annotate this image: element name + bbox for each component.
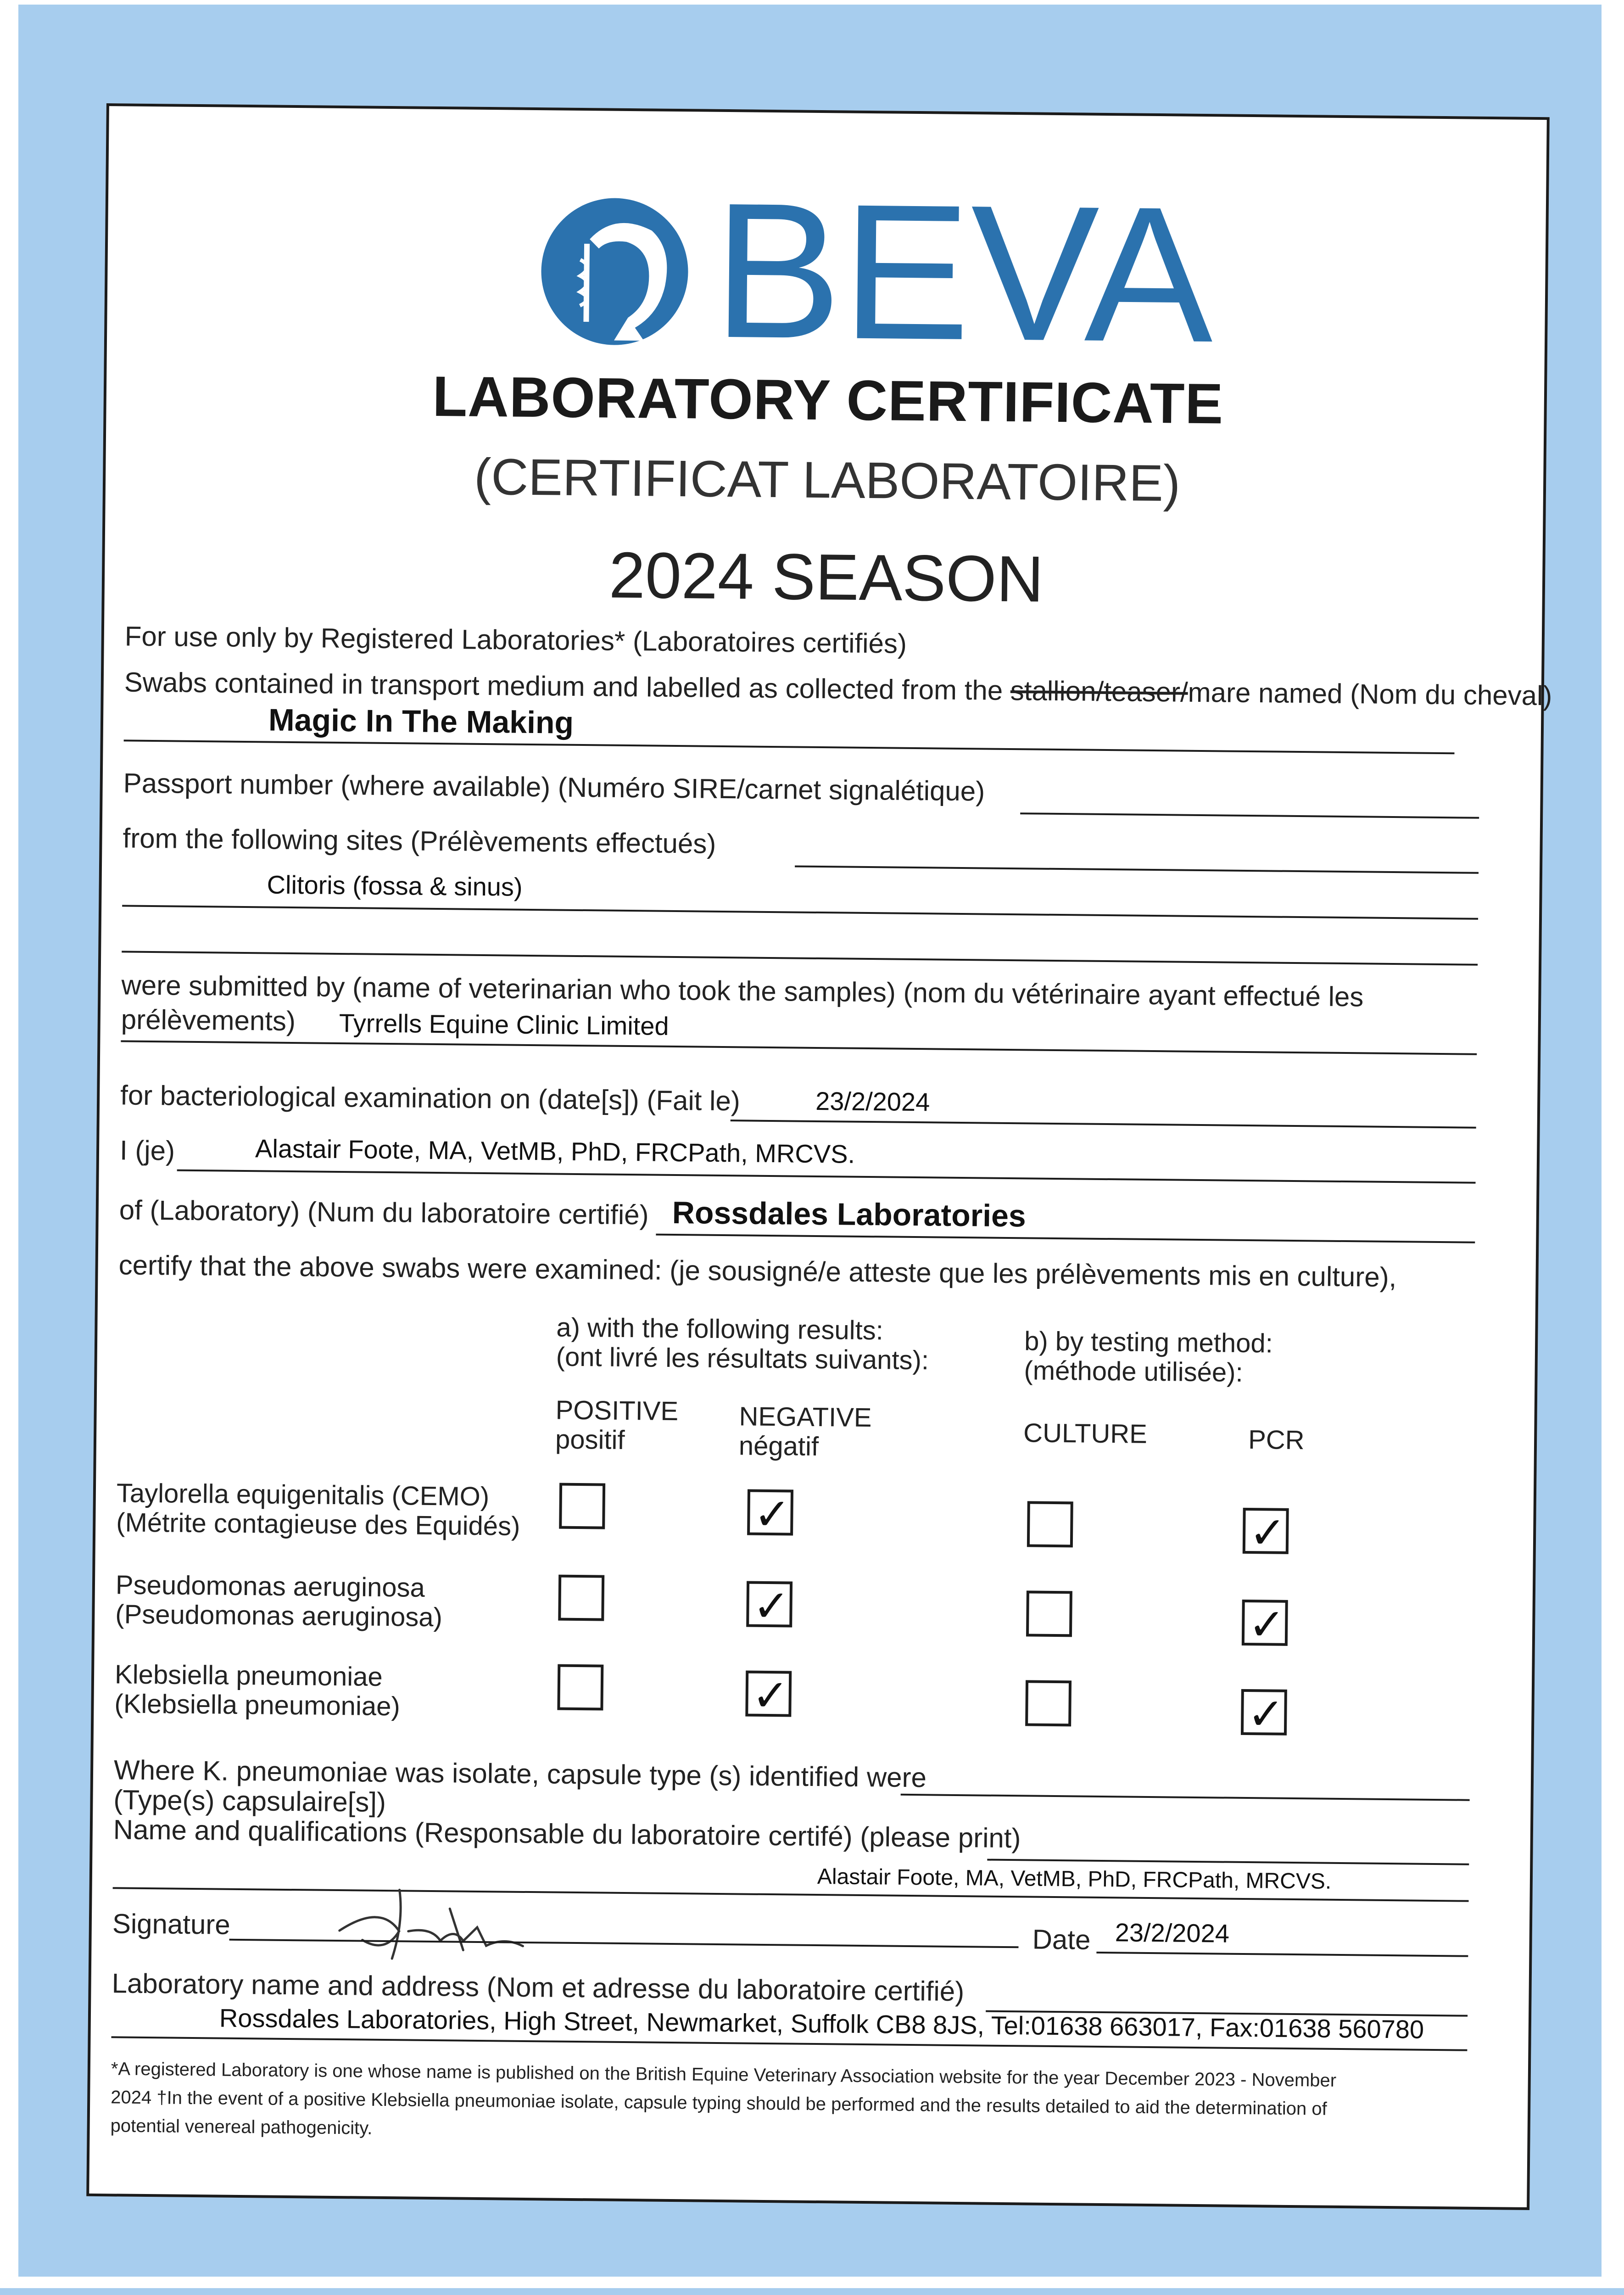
col-negative-label-fr: négatif (738, 1431, 819, 1462)
beva-horse-logo-icon (534, 179, 1362, 370)
row-2-pcr-checkbox[interactable] (1242, 1599, 1288, 1651)
signatory-name-value: Alastair Foote, MA, VetMB, PhD, FRCPath, MRCVS. (817, 1864, 1332, 1894)
vet-label-line-2: prélèvements) (121, 1004, 296, 1037)
row-1-positive-checkbox[interactable] (559, 1483, 605, 1529)
footnote-line-1: *A registered Laboratory is one whose name is published on the British Equine Veterinary Association website for the year December 2023 - November (111, 2059, 1337, 2091)
section-b-line-2: (méthode utilisée): (1024, 1355, 1243, 1388)
row-2-negative-checkbox[interactable] (746, 1580, 792, 1632)
passport-line (1020, 812, 1479, 819)
section-a-header (556, 1313, 929, 1376)
logo-wordmark: BEVA (712, 179, 1215, 371)
i-label: I (je) (119, 1135, 175, 1166)
check-mark-icon: ✓ (1249, 1507, 1287, 1559)
check-mark-icon: ✓ (1247, 1688, 1285, 1740)
lab-value: Rossdales Laboratories (672, 1195, 1027, 1234)
organism-row-3 (114, 1660, 400, 1721)
bottom-blue-strip (0, 2288, 1624, 2295)
check-mark-icon: ✓ (753, 1580, 790, 1632)
lab-line (656, 1234, 1475, 1243)
row-2-positive-checkbox[interactable] (558, 1575, 604, 1621)
organism-name-fr: (Métrite contagieuse des Equidés) (116, 1507, 520, 1541)
check-mark-icon: ✓ (753, 1488, 791, 1540)
swabs-prefix: Swabs contained in transport medium and labelled as collected from the (124, 666, 1003, 706)
signatory-name-line-1 (987, 1859, 1469, 1865)
row-3-negative-checkbox[interactable] (745, 1669, 792, 1722)
horse-name-line (124, 739, 1455, 754)
handwritten-signature (312, 1870, 551, 1969)
signature-label: Signature (112, 1908, 231, 1940)
organism-name: Klebsiella pneumoniae (114, 1659, 383, 1692)
footnote-line-3: potential venereal pathogenicity. (110, 2116, 373, 2138)
exam-date-line (731, 1120, 1476, 1129)
season-label: 2024 SEASON (608, 538, 1044, 616)
date-label: Date (1032, 1924, 1091, 1955)
col-negative-header (739, 1402, 872, 1462)
capsule-line (901, 1794, 1470, 1801)
row-1-pcr-checkbox[interactable] (1243, 1507, 1289, 1559)
registered-labs-note: For use only by Registered Laboratories* (Laboratoires certifiés) (124, 621, 907, 659)
row-3-positive-checkbox[interactable] (557, 1664, 603, 1711)
beva-logo (534, 179, 1362, 370)
lab-label: of (Laboratory) (Num du laboratoire certifié) (119, 1194, 649, 1231)
certificate-sheet (86, 103, 1550, 2210)
capsule-label: Where K. pneumoniae was isolate, capsule type (s) identified were (113, 1754, 927, 1793)
row-1-negative-checkbox[interactable] (747, 1488, 793, 1540)
i-value: Alastair Foote, MA, VetMB, PhD, FRCPath, MRCVS. (255, 1134, 855, 1169)
passport-label: Passport number (where available) (Numéro SIRE/carnet signalétique) (123, 767, 985, 807)
sites-line-1 (795, 865, 1479, 873)
organism-name-fr: (Klebsiella pneumoniae) (114, 1689, 401, 1722)
row-2-culture-checkbox[interactable] (1026, 1590, 1072, 1637)
vet-label-line-1: were submitted by (name of veterinarian who took the samples) (nom du vétérinaire ayant effectué les (121, 969, 1364, 1013)
swabs-struck-text: stallion/teaser/ (1010, 675, 1189, 708)
col-negative-label: NEGATIVE (739, 1401, 872, 1433)
sites-line-2 (122, 905, 1478, 919)
organism-row-2 (115, 1570, 443, 1632)
row-3-pcr-checkbox[interactable] (1241, 1688, 1287, 1740)
address-label: Laboratory name and address (Nom et adresse du laboratoire certifié) (112, 1968, 965, 2007)
vet-line (121, 1040, 1477, 1055)
date-value: 23/2/2024 (1115, 1918, 1230, 1948)
organism-row-1 (116, 1478, 520, 1541)
check-mark-icon: ✓ (752, 1669, 789, 1722)
section-a-line-1: a) with the following results: (556, 1312, 884, 1346)
capsule-label-fr: (Type(s) capsulaire[s]) (113, 1784, 386, 1818)
organism-name: Taylorella equigenitalis (CEMO) (116, 1478, 490, 1512)
signatory-name-label: Name and qualifications (Responsable du laboratoire certifé) (please print) (113, 1814, 1021, 1854)
certificate-subtitle: (CERTIFICAT LABORATOIRE) (474, 448, 1181, 512)
sites-label: from the following sites (Prélèvements effectués) (123, 823, 716, 859)
horse-name-value: Magic In The Making (268, 702, 574, 740)
exam-date-value: 23/2/2024 (815, 1086, 930, 1117)
col-positive-label-fr: positif (555, 1424, 625, 1455)
signature-scribble-icon (312, 1870, 551, 1969)
col-positive-label: POSITIVE (555, 1395, 679, 1427)
row-3-culture-checkbox[interactable] (1025, 1680, 1072, 1726)
address-value: Rossdales Laboratories, High Street, Newmarket, Suffolk CB8 8JS, Tel:01638 663017, Fax:01638 560780 (219, 2003, 1424, 2044)
organism-name-fr: (Pseudomonas aeruginosa) (115, 1599, 443, 1633)
col-culture-header: CULTURE (1023, 1418, 1148, 1449)
vet-value: Tyrrells Equine Clinic Limited (339, 1008, 669, 1041)
exam-label: for bacteriological examination on (date[s]) (Fait le) (120, 1080, 741, 1117)
row-1-culture-checkbox[interactable] (1027, 1501, 1073, 1547)
section-a-line-2: (ont livré les résultats suivants): (556, 1342, 929, 1376)
section-b-header (1024, 1327, 1273, 1388)
col-positive-header (555, 1396, 679, 1456)
date-line (1096, 1952, 1468, 1957)
organism-name: Pseudomonas aeruginosa (115, 1570, 425, 1603)
section-b-line-1: b) by testing method: (1024, 1326, 1273, 1359)
swabs-suffix: mare named (Nom du cheval) (1188, 677, 1552, 711)
col-pcr-header: PCR (1248, 1425, 1305, 1455)
certificate-title: LABORATORY CERTIFICATE (432, 364, 1224, 436)
check-mark-icon: ✓ (1248, 1599, 1286, 1651)
sites-line-3 (122, 951, 1478, 965)
footnote (110, 2054, 1497, 2153)
i-line (177, 1170, 1476, 1184)
certify-statement: certify that the above swabs were examined: (je sousigné/e atteste que les prélèvements mis en culture), (118, 1249, 1397, 1293)
sites-value: Clitoris (fossa & sinus) (267, 870, 523, 901)
footnote-line-2: 2024 †In the event of a positive Klebsiella pneumoniae isolate, capsule typing should be performed and the results detailed to aid the determination of (111, 2087, 1327, 2119)
